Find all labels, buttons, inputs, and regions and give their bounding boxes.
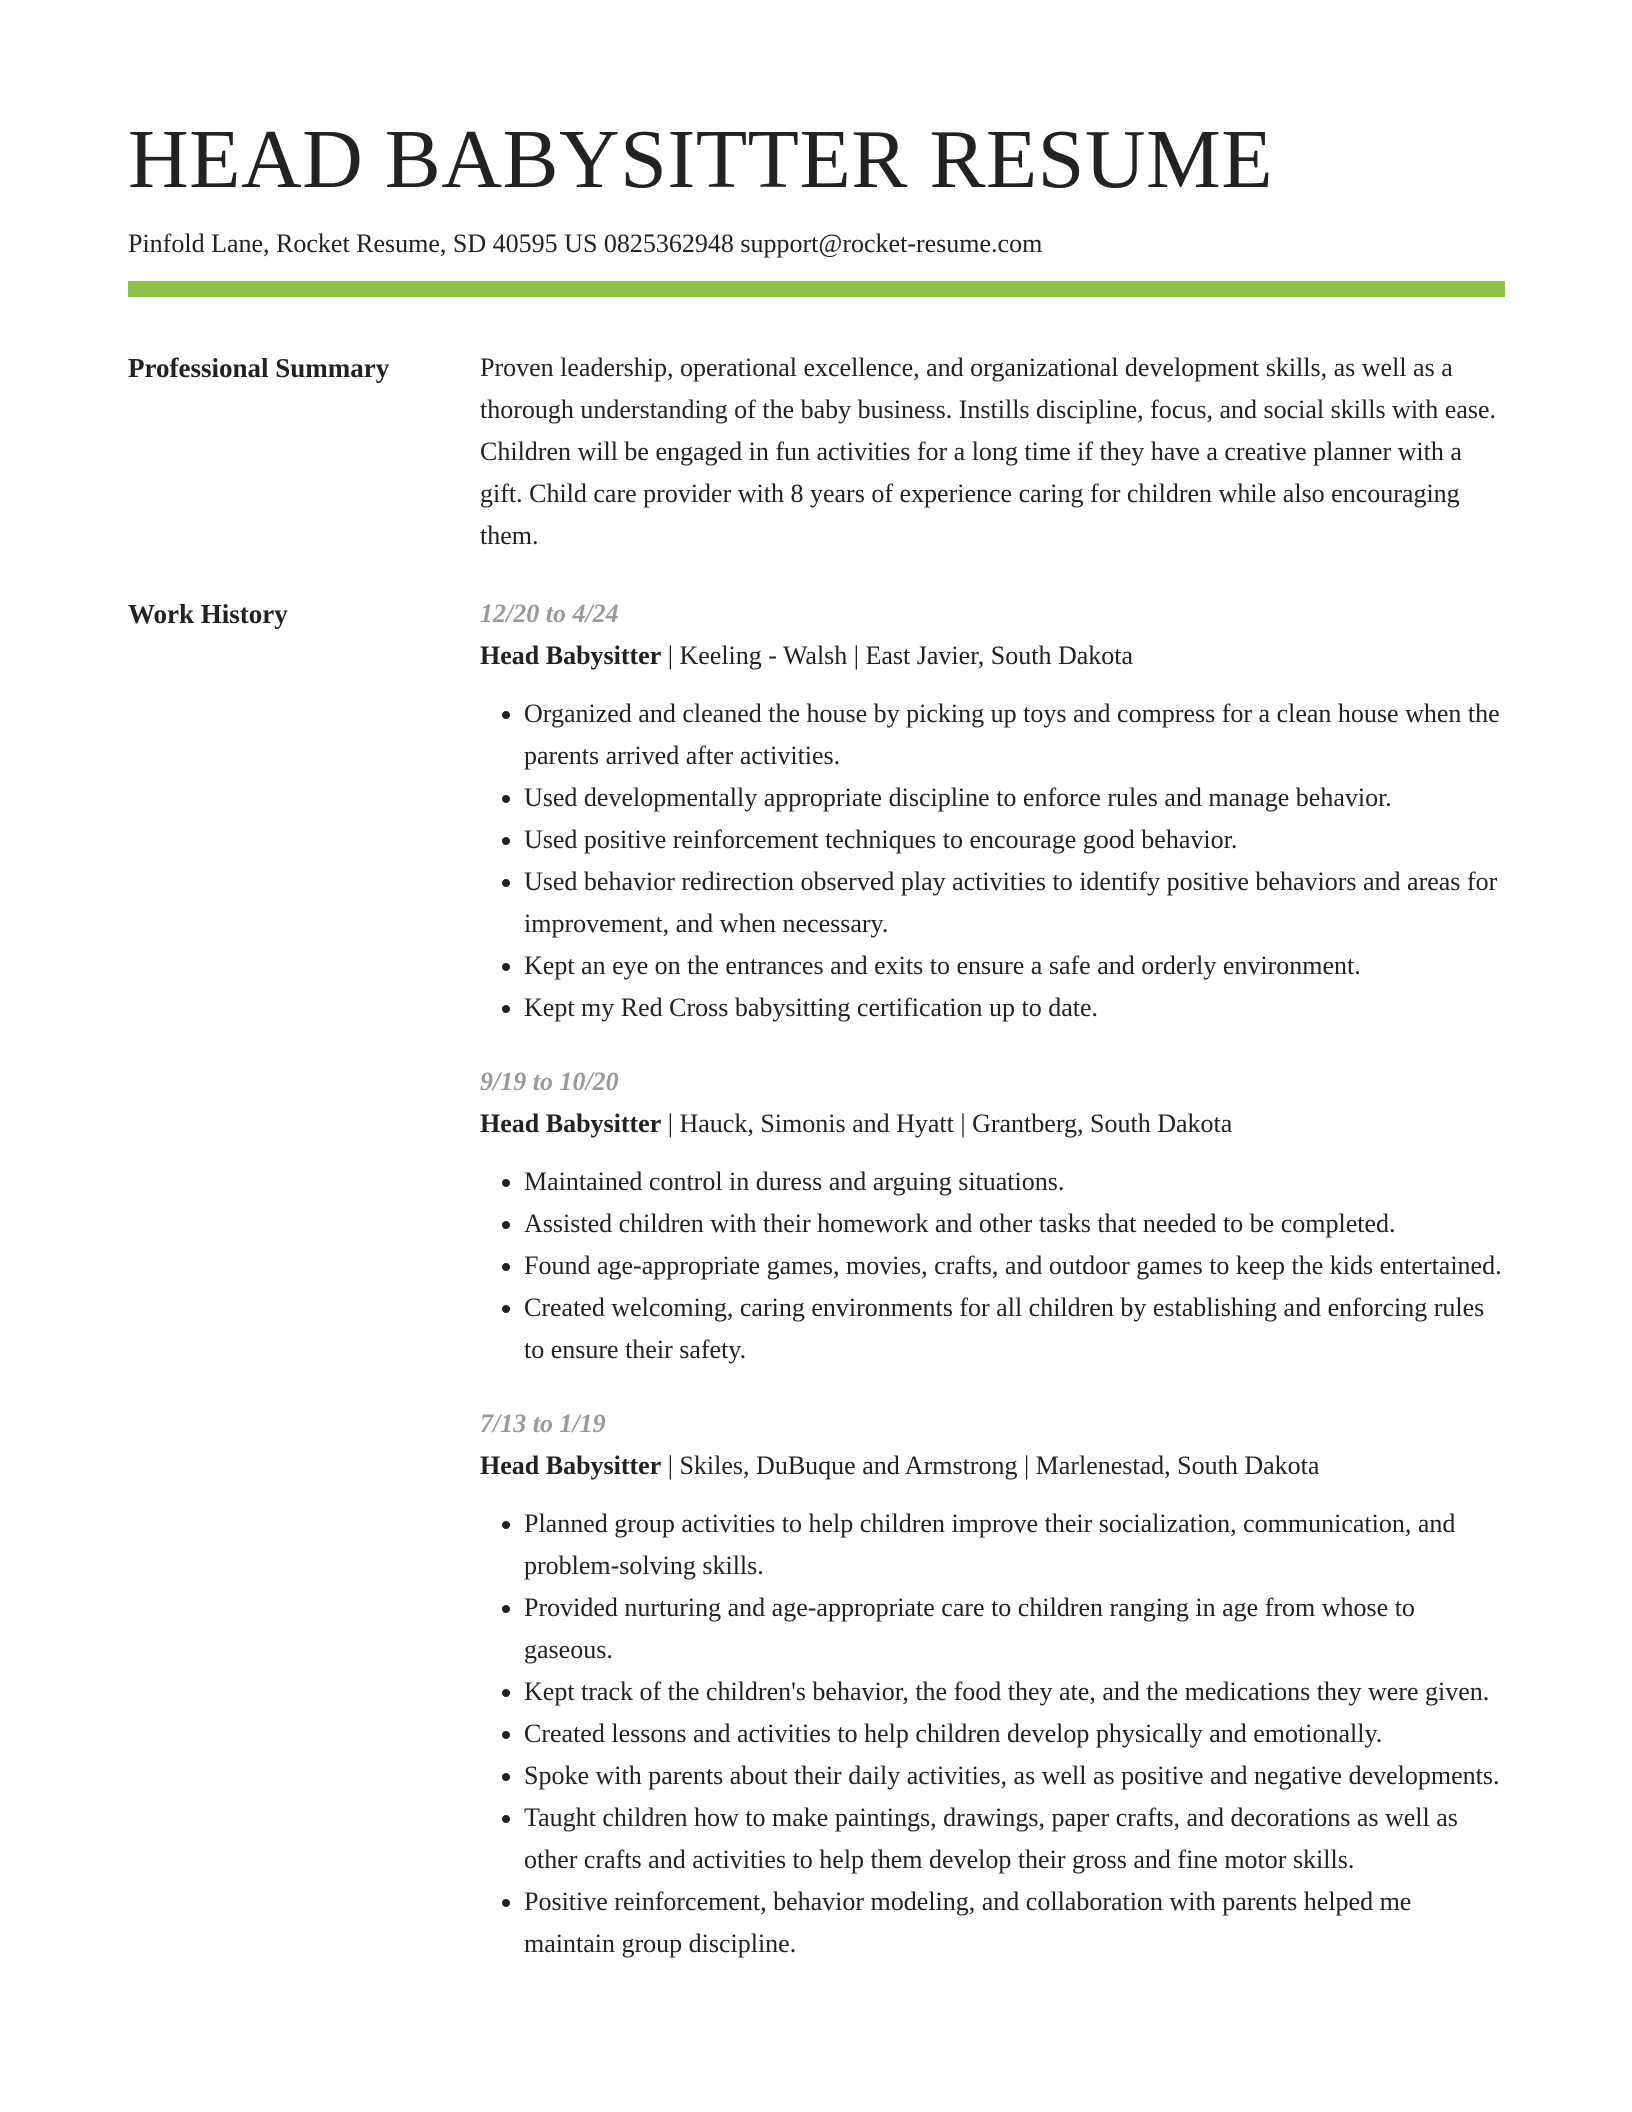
bullet-item: • Provided nurturing and age-appropriate care to children ranging in age from whose to gaseous.	[524, 1587, 1505, 1671]
bullet-item: • Kept my Red Cross babysitting certification up to date.	[524, 987, 1505, 1029]
job-employer-location: | Keeling - Walsh | East Javier, South Dakota	[661, 641, 1134, 671]
bullet-item: • Found age-appropriate games, movies, crafts, and outdoor games to keep the kids entertained.	[524, 1245, 1505, 1287]
resume-page	[128, 113, 1505, 1997]
bullet-item: • Created welcoming, caring environments for all children by establishing and enforcing rules to ensure their safety.	[524, 1287, 1505, 1371]
job-dates: 12/20 to 4/24	[480, 599, 619, 629]
work-history-section	[128, 593, 1505, 1997]
job-bullets	[480, 1161, 1505, 1371]
job-title: Head Babysitter	[480, 1109, 662, 1139]
bullet-item: • Kept an eye on the entrances and exits to ensure a safe and orderly environment.	[524, 945, 1505, 987]
job-entry	[480, 1061, 1505, 1371]
bullet-item: • Assisted children with their homework and other tasks that needed to be completed.	[524, 1203, 1505, 1245]
bullet-item: • Taught children how to make paintings, drawings, paper crafts, and decorations as well as other crafts and activities to help them develop their gross and fine motor skills.	[524, 1797, 1505, 1881]
job-heading	[480, 1103, 1505, 1145]
job-title: Head Babysitter	[480, 1451, 662, 1481]
summary-body	[480, 347, 1505, 557]
resume-title: HEAD BABYSITTER RESUME	[128, 113, 1274, 206]
bullet-item: • Used behavior redirection observed play activities to identify positive behaviors and areas for improvement, and when necessary.	[524, 861, 1505, 945]
job-bullets	[480, 1503, 1505, 1965]
bullet-item: • Kept track of the children's behavior, the food they ate, and the medications they were given.	[524, 1671, 1505, 1713]
bullet-item: • Spoke with parents about their daily activities, as well as positive and negative developments.	[524, 1755, 1505, 1797]
bullet-item: • Used developmentally appropriate discipline to enforce rules and manage behavior.	[524, 777, 1505, 819]
job-bullets	[480, 693, 1505, 1029]
bullet-item: • Organized and cleaned the house by picking up toys and compress for a clean house when the parents arrived after activities.	[524, 693, 1505, 777]
bullet-item: • Positive reinforcement, behavior modeling, and collaboration with parents helped me maintain group discipline.	[524, 1881, 1505, 1965]
section-label-work: Work History	[128, 599, 288, 630]
bullet-item: • Maintained control in duress and arguing situations.	[524, 1161, 1505, 1203]
bullet-item: • Created lessons and activities to help children develop physically and emotionally.	[524, 1713, 1505, 1755]
contact-info: Pinfold Lane, Rocket Resume, SD 40595 US 0825362948 support@rocket-resume.com	[128, 229, 1043, 258]
work-history-body	[480, 593, 1505, 1997]
job-entry	[480, 1403, 1505, 1965]
job-entry	[480, 593, 1505, 1029]
job-heading	[480, 635, 1505, 677]
job-heading	[480, 1445, 1505, 1487]
section-label-summary: Professional Summary	[128, 353, 390, 384]
accent-divider	[128, 281, 1505, 297]
bullet-item: • Planned group activities to help children improve their socialization, communication, and problem-solving skills.	[524, 1503, 1505, 1587]
summary-text: Proven leadership, operational excellence, and organizational development skills, as well as a thorough understanding of the baby business. Instills discipline, focus, and social skills with ease. Children will be engaged in fun activities for a long time if they have a creative planner with a gift. Child care provider with 8 years of experience caring for children while also encouraging them.	[480, 353, 1497, 551]
job-dates: 7/13 to 1/19	[480, 1409, 606, 1439]
job-title: Head Babysitter	[480, 641, 662, 671]
job-employer-location: | Hauck, Simonis and Hyatt | Grantberg, South Dakota	[661, 1109, 1233, 1139]
job-dates: 9/19 to 10/20	[480, 1067, 619, 1097]
job-employer-location: | Skiles, DuBuque and Armstrong | Marlenestad, South Dakota	[661, 1451, 1320, 1481]
professional-summary-section	[128, 347, 1505, 557]
bullet-item: • Used positive reinforcement techniques to encourage good behavior.	[524, 819, 1505, 861]
